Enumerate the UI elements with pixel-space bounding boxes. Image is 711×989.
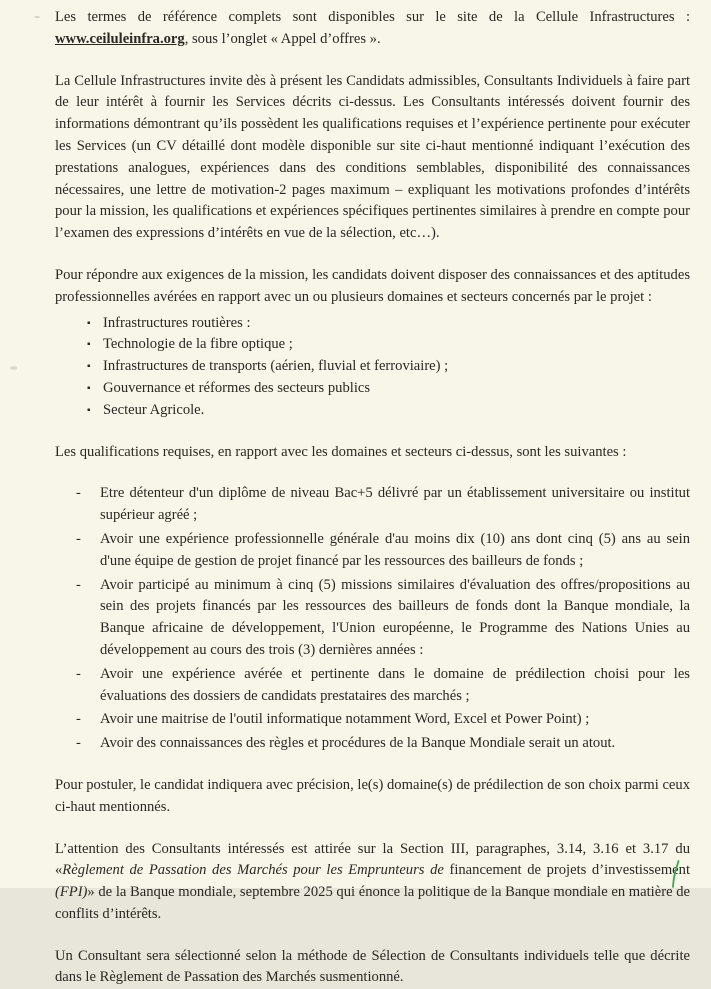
paragraph-terms-of-reference — [55, 7, 690, 51]
terms-text-before-link: Les termes de référence complets sont disponibles sur le site de la Cellule Infrastructures : — [55, 9, 690, 25]
list-item — [55, 529, 690, 573]
list-item-label: Avoir des connaissances des règles et procédures de la Banque Mondiale serait un atout. — [100, 735, 616, 752]
paragraph-attention — [55, 839, 690, 926]
paragraph-invitation: La Cellule Infrastructures invite dès à présent les Candidats admissibles, Consultants Individuels à faire part de leur intérêt à fournir les Services décrits ci-dessus. Les Consultants intéressés doivent fournir des informations démontrant qu’ils possèdent les qualifications requises et l’expérience pertinente pour exécuter les Services (un CV détaillé dont modèle disponible sur site ci-haut mentionné indiquant l’exécution des prestations analogues, expériences dans des conditions semblables, disponibilité des connaissances nécessaires, une lettre de motivation-2 pages maximum – expliquant les motivations profondes d’intérêts pour la mission, les qualifications et expériences spécifiques pertinentes similaires à prendre en compte pour l’examen des expressions d’intérêts en vue de la sélection, etc…). — [55, 72, 690, 242]
dash-bullet-icon: - — [76, 735, 81, 752]
list-item-label: Etre détenteur d'un diplôme de niveau Bac+5 délivré par un établissement universitaire ou institut supérieur agréé ; — [100, 485, 690, 524]
dash-bullet-icon: - — [76, 530, 81, 547]
square-bullet-icon: ▪ — [87, 317, 91, 329]
square-bullet-icon: ▪ — [87, 339, 91, 351]
attention-italic-reglement: Règlement de Passation des Marchés pour les Emprunteurs de — [62, 862, 444, 879]
scan-speck — [10, 366, 17, 370]
dash-bullet-icon: - — [76, 485, 81, 502]
paragraph-domains-intro: Pour répondre aux exigences de la mission, les candidats doivent disposer des connaissances et des aptitudes professionnelles avérées en rapport avec un ou plusieurs domaines et secteurs concernés par le projet : — [55, 266, 690, 305]
list-item-label: Avoir participé au minimum à cinq (5) missions similaires d'évaluation des offres/propositions au sein des projets financés par les ressources des bailleurs de fonds dont la Banque mondiale, la Banque africaine de développement, l'Union européenne, le Programme des Nations Unies au développement au cours des trois (3) dernières années : — [100, 576, 690, 658]
list-item-label: Technologie de la fibre optique ; — [103, 336, 293, 353]
attention-text: » de la Banque mondiale, septembre 2025 qui énonce la politique de la Banque mondiale en matière de conflits d’intérêts. — [55, 884, 690, 922]
attention-italic-fpi: (FPI) — [55, 884, 88, 901]
list-item — [55, 575, 690, 662]
dash-bullet-icon: - — [76, 711, 81, 728]
paragraph-qualifications-intro: Les qualifications requises, en rapport avec les domaines et secteurs ci-dessus, sont les suivantes : — [55, 443, 627, 460]
list-item — [55, 709, 690, 731]
attention-text: L’attention des Consultants intéressés est attirée sur la Section III, paragraphes, 3.14, 3.16 et 3.17 du « — [55, 840, 690, 879]
terms-text-after-link: , sous l’onglet « Appel d’offres ». — [184, 30, 381, 47]
dash-bullet-icon: - — [76, 665, 81, 682]
list-item-label: Infrastructures routières : — [103, 314, 251, 331]
list-item — [55, 313, 690, 335]
list-item-label: Gouvernance et réformes des secteurs publics — [103, 379, 371, 396]
green-pen-mark — [669, 860, 681, 888]
list-item — [55, 483, 690, 527]
domains-list — [55, 313, 690, 422]
scan-speck — [34, 16, 40, 18]
list-item — [55, 356, 690, 378]
square-bullet-icon: ▪ — [87, 382, 91, 394]
list-item — [55, 334, 690, 356]
list-item — [55, 733, 690, 755]
list-item-label: Avoir une maitrise de l'outil informatique notamment Word, Excel et Power Point) ; — [100, 711, 590, 728]
website-link[interactable]: www.ceiluleinfra.org — [55, 30, 185, 47]
qualifications-list — [55, 483, 690, 755]
list-item-label: Secteur Agricole. — [103, 401, 205, 418]
list-item — [55, 400, 690, 422]
attention-text: financement de projets d’investissement — [443, 862, 690, 879]
list-item — [55, 378, 690, 400]
paragraph-selection-method: Un Consultant sera sélectionné selon la méthode de Sélection de Consultants individuels telle que décrite dans le Règlement de Passation des Marchés susmentionné. — [55, 947, 690, 986]
square-bullet-icon: ▪ — [87, 361, 91, 373]
list-item — [55, 664, 690, 708]
list-item-label: Avoir une expérience professionnelle générale d'au moins dix (10) ans dont cinq (5) ans au sein d'une équipe de gestion de projet financé par les ressources des bailleurs de fonds ; — [100, 530, 690, 569]
list-item-label: Infrastructures de transports (aérien, fluvial et ferroviaire) ; — [103, 358, 449, 375]
list-item-label: Avoir une expérience avérée et pertinente dans le domaine de prédilection choisi pour les évaluations des dossiers de candidats prestataires des marchés ; — [100, 665, 690, 704]
dash-bullet-icon: - — [76, 576, 81, 593]
square-bullet-icon: ▪ — [87, 404, 91, 416]
paragraph-postuler: Pour postuler, le candidat indiquera avec précision, le(s) domaine(s) de prédilection de son choix parmi ceux ci-haut mentionnés. — [55, 776, 690, 815]
